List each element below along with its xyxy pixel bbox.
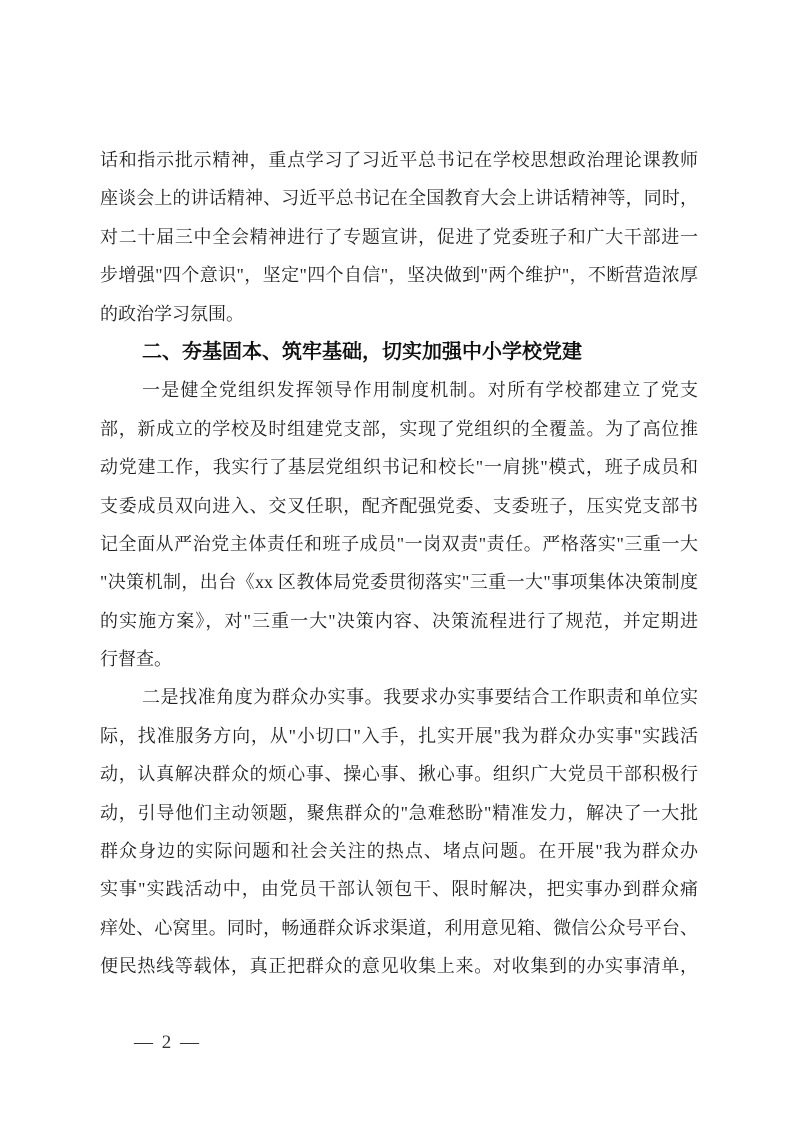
text-line: 一是健全党组织发挥领导作用制度机制。对所有学校都建立了党支 xyxy=(142,380,698,401)
text-line: 的实施方案》，对"三重一大"决策内容、决策流程进行了规范，并定期进 xyxy=(100,610,698,631)
text-line: 座谈会上的讲话精神、习近平总书记在全国教育大会上讲话精神等，同时， xyxy=(100,188,698,209)
page-number: — 2 — xyxy=(134,1032,201,1053)
document-body xyxy=(100,141,698,986)
text-line: 支委成员双向进入、交叉任职，配齐配强党委、支委班子，压实党支部书 xyxy=(100,495,698,516)
text-line: 实事"实践活动中，由党员干部认领包干、限时解决，把实事办到群众痛 xyxy=(100,879,698,900)
text-line: 对二十届三中全会精神进行了专题宣讲，促进了党委班子和广大干部进一 xyxy=(100,226,698,247)
text-line: 步增强"四个意识"，坚定"四个自信"，坚决做到"两个维护"，不断营造浓厚 xyxy=(100,265,698,286)
text-line: 记全面从严治党主体责任和班子成员"一岗双责"责任。严格落实"三重一大 xyxy=(100,533,698,554)
text-line: 便民热线等载体，真正把群众的意见收集上来。对收集到的办实事清单， xyxy=(100,956,698,977)
text-line: 部，新成立的学校及时组建党支部，实现了党组织的全覆盖。为了高位推 xyxy=(100,418,698,439)
text-line: 际，找准服务方向，从"小切口"入手，扎实开展"我为群众办实事"实践活 xyxy=(100,725,698,746)
text-line: 的政治学习氛围。 xyxy=(100,303,244,324)
page-footer xyxy=(134,1031,201,1055)
text-line: 二是找准角度为群众办实事。我要求办实事要结合工作职责和单位实 xyxy=(142,687,698,708)
text-line: 话和指示批示精神，重点学习了习近平总书记在学校思想政治理论课教师 xyxy=(100,150,698,170)
text-line: "决策机制，出台《xx 区教体局党委贯彻落实"三重一大"事项集体决策制度 xyxy=(100,572,698,593)
text-line: 动，认真解决群众的烦心事、操心事、揪心事。组织广大党员干部积极行 xyxy=(100,764,698,785)
text-line: 行督查。 xyxy=(100,649,172,670)
text-line: 动，引导他们主动领题，聚焦群众的"急难愁盼"精准发力，解决了一大批 xyxy=(100,802,698,823)
text-line: 动党建工作，我实行了基层党组织书记和校长"一肩挑"模式，班子成员和 xyxy=(100,457,698,478)
text-line: 群众身边的实际问题和社会关注的热点、堵点问题。在开展"我为群众办 xyxy=(100,841,698,862)
text-line: 痒处、心窝里。同时，畅通群众诉求渠道，利用意见箱、微信公众号平台、 xyxy=(100,917,698,938)
section-heading: 二、夯基固本、筑牢基础，切实加强中小学校党建 xyxy=(142,340,582,363)
